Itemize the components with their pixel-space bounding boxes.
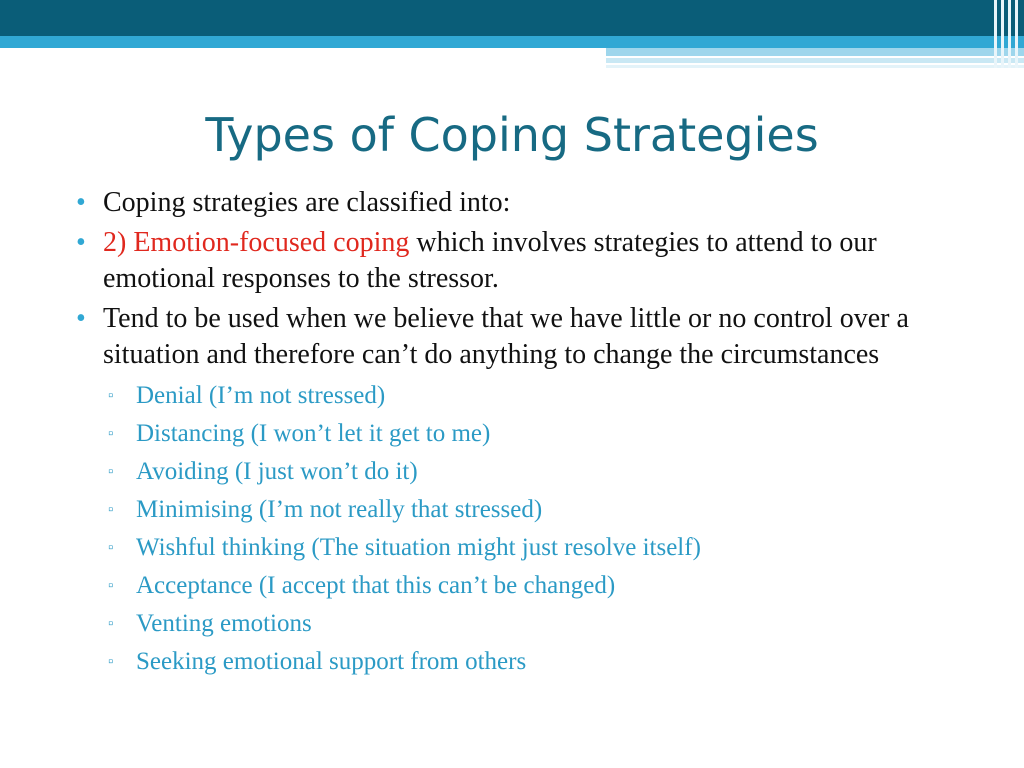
sub-bullet-text: Avoiding (I just won’t do it) <box>136 458 418 485</box>
square-bullet-icon: ▫ <box>108 388 114 404</box>
sub-bullet-list <box>76 377 976 681</box>
sub-bullet-text: Acceptance (I accept that this can’t be changed) <box>136 572 616 599</box>
sub-bullet-text: Seeking emotional support from others <box>136 648 527 675</box>
header-stripe <box>606 65 1024 68</box>
slide-content <box>76 185 976 681</box>
bullet-icon: • <box>76 227 86 258</box>
sub-bullet-item <box>76 605 976 643</box>
bullet-icon: • <box>76 303 86 334</box>
header-vertical-lines <box>990 0 1024 68</box>
slide-title: Types of Coping Strategies <box>205 108 819 162</box>
square-bullet-icon: ▫ <box>108 464 114 480</box>
bullet-text: Tend to be used when we believe that we have little or no control over a situation and therefore can’t do anything to change the circumstances <box>103 303 909 370</box>
bullet-item <box>76 301 976 373</box>
bullet-text: which involves strategies to attend to our emotional responses to the stressor. <box>103 227 877 294</box>
bullet-text: Coping strategies are classified into: <box>103 187 511 218</box>
bullet-icon: • <box>76 187 86 218</box>
sub-bullet-text: Venting emotions <box>136 610 312 637</box>
square-bullet-icon: ▫ <box>108 426 114 442</box>
sub-bullet-item <box>76 643 976 681</box>
sub-bullet-text: Denial (I’m not stressed) <box>136 382 386 409</box>
sub-bullet-item <box>76 415 976 453</box>
header-band-dark <box>0 0 1024 36</box>
sub-bullet-text: Distancing (I won’t let it get to me) <box>136 420 491 447</box>
bullet-highlight: 2) Emotion-focused coping <box>103 227 410 258</box>
square-bullet-icon: ▫ <box>108 502 114 518</box>
square-bullet-icon: ▫ <box>108 616 114 632</box>
header-band-light <box>0 36 1024 48</box>
sub-bullet-text: Minimising (I’m not really that stressed) <box>136 496 543 523</box>
sub-bullet-item <box>76 567 976 605</box>
bullet-item <box>76 225 976 297</box>
square-bullet-icon: ▫ <box>108 654 114 670</box>
sub-bullet-text: Wishful thinking (The situation might just resolve itself) <box>136 534 701 561</box>
header-stripe <box>606 48 1024 56</box>
sub-bullet-item <box>76 491 976 529</box>
sub-bullet-item <box>76 529 976 567</box>
bullet-item <box>76 185 976 221</box>
header-stripe <box>606 58 1024 63</box>
sub-bullet-item <box>76 453 976 491</box>
sub-bullet-item <box>76 377 976 415</box>
square-bullet-icon: ▫ <box>108 578 114 594</box>
square-bullet-icon: ▫ <box>108 540 114 556</box>
